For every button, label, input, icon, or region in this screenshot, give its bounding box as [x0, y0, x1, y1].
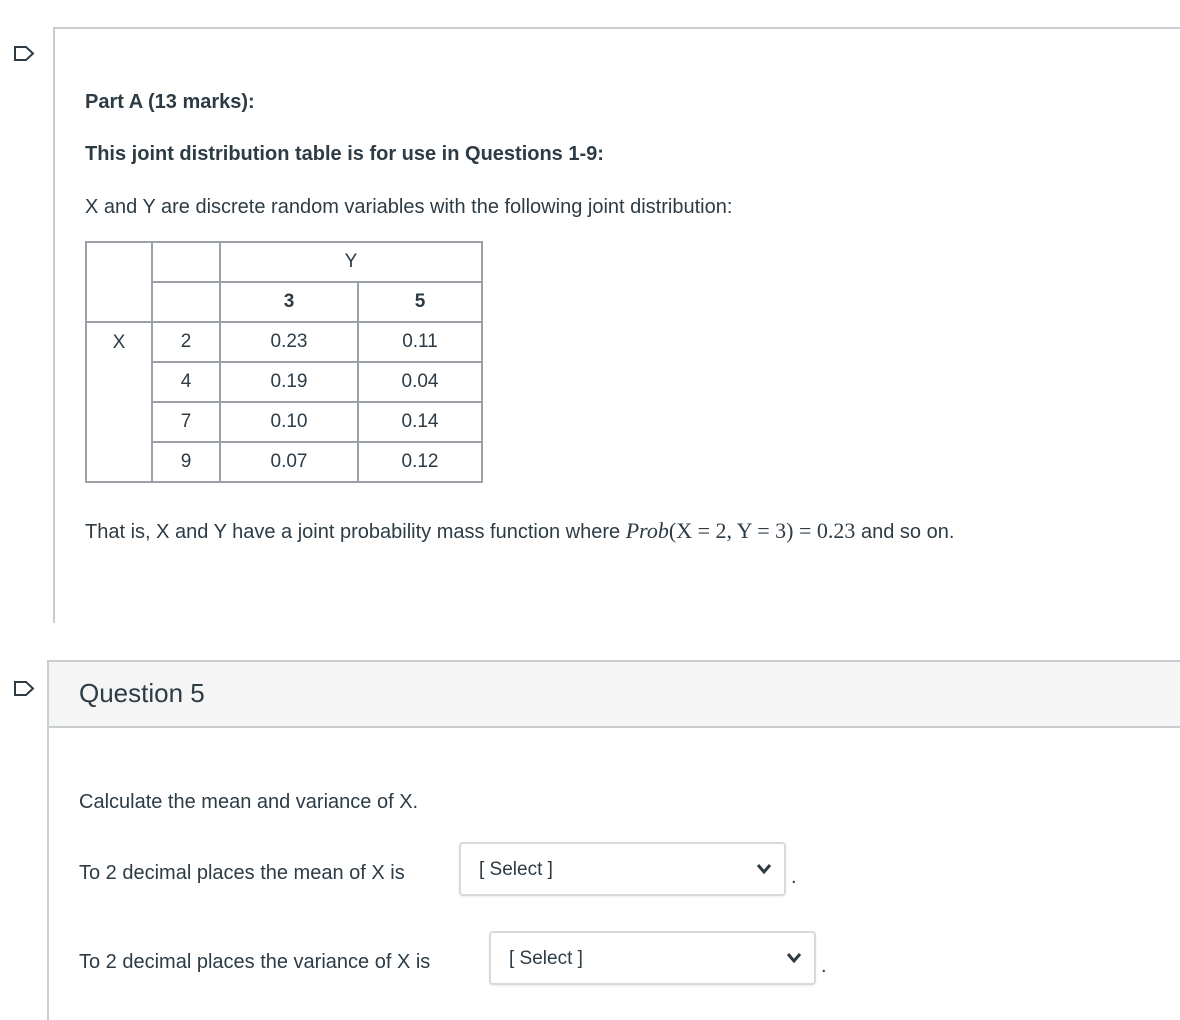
distribution-description: X and Y are discrete random variables with the following joint distribution: [85, 196, 733, 218]
question-header [47, 660, 1180, 728]
mean-select-value: [ Select ] [479, 859, 553, 880]
period: . [791, 866, 797, 888]
prob-cell: 0.23 [220, 322, 358, 362]
table-row [86, 242, 482, 282]
prob-cell: 0.07 [220, 442, 358, 482]
y-value: 3 [220, 282, 358, 322]
question-title: Question 5 [79, 678, 205, 708]
variance-label: To 2 decimal places the variance of X is [79, 951, 431, 973]
pmf-note-suffix: and so on. [860, 521, 955, 543]
question-body-border [47, 728, 49, 1020]
prob-cell: 0.10 [220, 402, 358, 442]
x-value: 2 [152, 322, 220, 362]
part-a-heading: Part A (13 marks): [85, 91, 255, 113]
table-intro: This joint distribution table is for use in Questions 1-9: [85, 143, 604, 165]
variance-select[interactable] [489, 931, 816, 985]
x-header: X [86, 322, 152, 362]
prob-cell: 0.11 [358, 322, 482, 362]
period: . [821, 955, 827, 977]
variance-select-value: [ Select ] [509, 948, 583, 969]
prob-cell: 0.12 [358, 442, 482, 482]
flag-question-icon[interactable] [13, 680, 35, 697]
question-prompt: Calculate the mean and variance of X. [79, 791, 419, 813]
x-value: 4 [152, 362, 220, 402]
pmf-note-prefix: That is, X and Y have a joint probability mass function where [85, 521, 621, 543]
prob-cell: 0.14 [358, 402, 482, 442]
pmf-formula: Prob(X = 2, Y = 3) = 0.23 [625, 518, 856, 543]
chevron-down-icon [786, 951, 802, 965]
prob-cell: 0.19 [220, 362, 358, 402]
flag-question-icon[interactable] [13, 45, 35, 62]
table-row [86, 282, 482, 322]
table-row [86, 402, 482, 442]
y-value: 5 [358, 282, 482, 322]
prob-cell: 0.04 [358, 362, 482, 402]
pmf-note [85, 518, 954, 544]
mean-select[interactable] [459, 842, 786, 896]
x-value: 9 [152, 442, 220, 482]
chevron-down-icon [756, 862, 772, 876]
table-row [86, 322, 482, 362]
y-header: Y [220, 242, 482, 282]
table-row [86, 442, 482, 482]
mean-label: To 2 decimal places the mean of X is [79, 862, 405, 884]
table-row [86, 362, 482, 402]
x-value: 7 [152, 402, 220, 442]
joint-distribution-table [85, 241, 483, 483]
